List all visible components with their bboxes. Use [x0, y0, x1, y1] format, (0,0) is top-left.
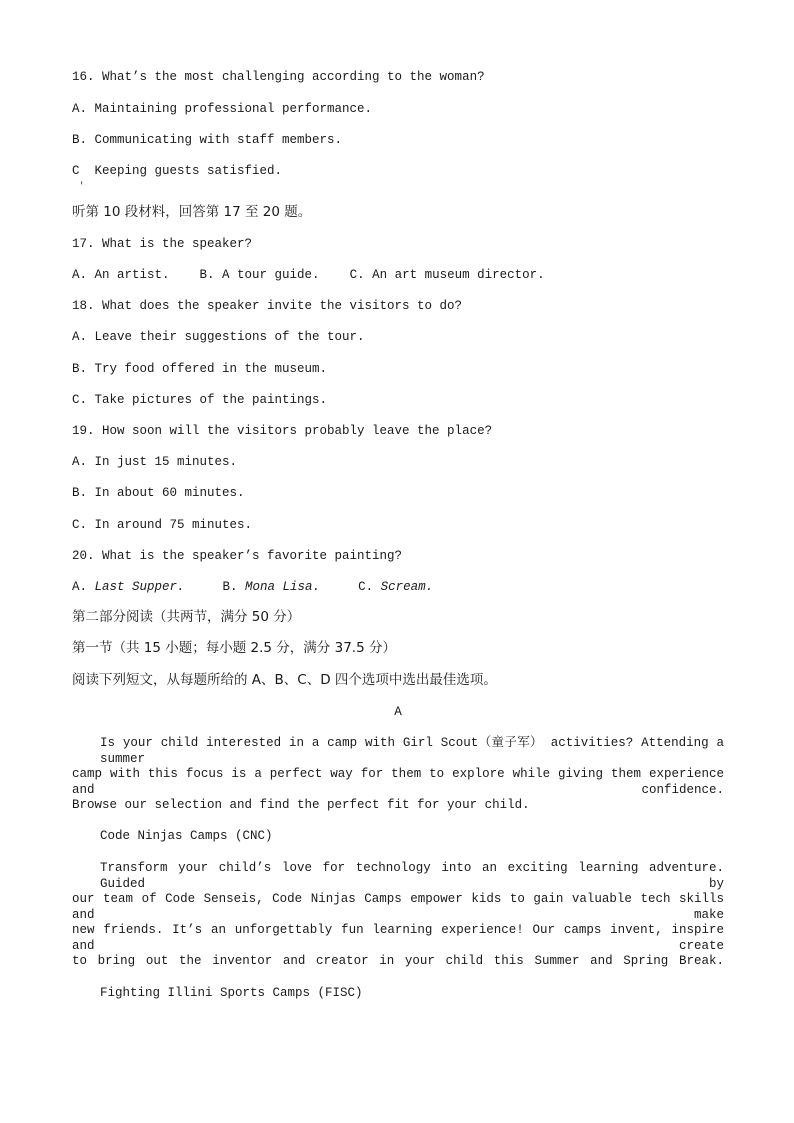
option-16-c: C Keeping guests satisfied. — [72, 164, 283, 178]
option-17-c: C. An art museum director. — [349, 268, 545, 282]
option-18-b: B. Try food offered in the museum. — [72, 362, 328, 376]
reading-instruction: 阅读下列短文，从每题所给的 A、B、C、D 四个选项中选出最佳选项。 — [72, 672, 497, 688]
camp-1-line-1: Transform your child’s love for technology into an exciting learning adventure. Guided by — [100, 861, 724, 891]
option-16-a: A. Maintaining professional performance. — [72, 102, 373, 116]
option-20-b-prefix: B. — [222, 580, 246, 594]
option-20-a-title: Last Supper. — [94, 580, 185, 594]
option-18-a: A. Leave their suggestions of the tour. — [72, 330, 365, 344]
option-19-c: C. In around 75 minutes. — [72, 518, 253, 532]
question-20: 20. What is the speaker’s favorite painting? — [72, 549, 403, 563]
option-17-b: B. A tour guide. — [199, 268, 320, 282]
option-20-b-title: Mona Lisa. — [245, 580, 321, 594]
camp-1-line-3: new friends. It’s an unforgettably fun learning experience! Our camps invent, inspire and create — [72, 923, 724, 953]
question-18: 18. What does the speaker invite the visitors to do? — [72, 299, 463, 313]
passage-intro-line-2: camp with this focus is a perfect way for them to explore while giving them experience and confidence. — [72, 767, 724, 797]
part-2-heading: 第二部分阅读（共两节，满分 50 分） — [72, 609, 301, 625]
question-16: 16. What’s the most challenging according to the woman? — [72, 70, 485, 84]
option-19-b: B. In about 60 minutes. — [72, 486, 245, 500]
option-18-c: C. Take pictures of the paintings. — [72, 393, 328, 407]
camp-1-title: Code Ninjas Camps (CNC) — [100, 829, 273, 843]
camp-1-line-2: our team of Code Senseis, Code Ninjas Camps empower kids to gain valuable tech skills and make — [72, 892, 724, 922]
passage-label: A — [394, 705, 402, 719]
option-19-a: A. In just 15 minutes. — [72, 455, 238, 469]
option-20-a-prefix: A. — [72, 580, 95, 594]
option-20-c-prefix: C. — [358, 580, 381, 594]
option-16-b: B. Communicating with staff members. — [72, 133, 343, 147]
camp-2-title: Fighting Illini Sports Camps (FISC) — [100, 986, 363, 1000]
option-17-a: A. An artist. — [72, 268, 170, 282]
question-17: 17. What is the speaker? — [72, 237, 253, 251]
options-20 — [72, 579, 724, 595]
section-10-instruction: 听第 10 段材料，回答第 17 至 20 题。 — [72, 204, 312, 220]
question-19: 19. How soon will the visitors probably leave the place? — [72, 424, 493, 438]
passage-intro-line-3: Browse our selection and find the perfect fit for your child. — [72, 798, 530, 812]
stray-mark: ' — [79, 181, 85, 191]
options-17 — [72, 267, 724, 283]
camp-1-line-4: to bring out the inventor and creator in your child this Summer and Spring Break. — [72, 954, 724, 968]
passage-intro-line-1: Is your child interested in a camp with Girl Scout（童子军） activities? Attending a summer — [100, 736, 724, 766]
option-20-c-title: Scream. — [380, 580, 434, 594]
section-1-heading: 第一节（共 15 小题；每小题 2.5 分，满分 37.5 分） — [72, 640, 396, 656]
